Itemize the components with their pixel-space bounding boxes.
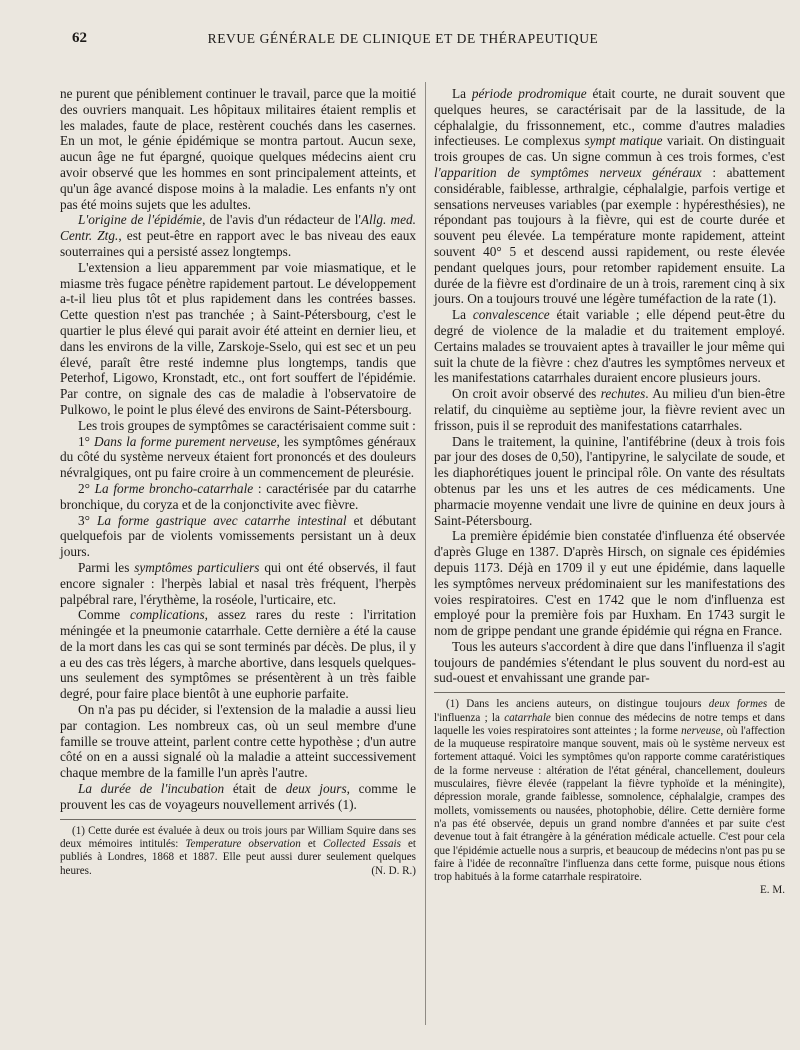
footnote-rule [434, 692, 785, 693]
paragraph: Dans le traitement, la quinine, l'antifébrine (deux à trois fois par jour des doses de 0,50), l'antipyrine, le salycilate de soude, et les diaphorétiques jouent le principal rôle. On vante des résultats obtenus par les uns et les autres de ces médicaments. Une pharmacie moyenne vendait une livre de quinine en deux jours à Saint-Pétersbourg. [434, 433, 785, 528]
paragraph: L'extension a lieu apparemment par voie miasmatique, et le miasme très fugace pénètre rapidement partout. Le développement a-t-il lieu plus tôt et plus rapidement dans les contrées basses. Cette question n'est pas tranchée ; à Saint-Pétersbourg, c'est le quartier le plus élevé qui parait avoir été atteint en dernier lieu, et dans les environs de la ville, Zarskoje-Sselo, qui est sec et un peu élevé, paraît être resté indemne plus longtemps, tandis que Peterhof, Ligowo, Kronstadt, etc., ont fort souffert de l'épidémie. Par contre, on signale des cas de maladie à l'observatoire de Pulkowo, le point le plus élevé des environs de Saint-Pétersbourg. [60, 259, 416, 417]
footnote-text: (1) Dans les anciens auteurs, on distingue toujours deux formes de l'influenza ; la catarrhale bien connue des médecins de notre temps et dans laquelle les voies respiratoires sont atteintes ; la forme nerveuse, où l'affection de la muqueuse respiratoire manque souvent, mais où le système nerveux est fortement attaqué. Voici les symptômes qu'on rapporte comme caratéristiques de la forme nerveuse : altération de l'état général, chancellement, douleurs musculaires, fièvre élevée (rappelant la fièvre typhoïde et la méningite), dépression morale, grande faiblesse, somnolence, céphalalgie, crampes des mollets, vomissements ou nausées, photophobie, délire. Cette dernière forme n'a pas été observée, depuis un grand nombre d'années et par suite c'est devenue tout à fait étrangère à la génération médicale actuelle. C'est pour cela que l'épidémie actuelle nous a surpris, et beaucoup de médecins n'ont pas pu se faire à l'idée de reconnaître l'influenza dans cette forme, puisque nous étions trop habitués à la forme catarrhale respiratoire. [434, 698, 786, 884]
list-item: 3° La forme gastrique avec catarrhe intestinal et débutant quelquefois par de violents vomissements persistant un à deux jours. [60, 512, 417, 560]
paragraph: L'origine de l'épidémie, de l'avis d'un rédacteur de l'Allg. med. Centr. Ztg., est peut-être en rapport avec le bas niveau des eaux souterraines qui a persisté assez longtemps. [60, 212, 416, 259]
paragraph: Parmi les symptômes particuliers qui ont été observés, il faut encore signaler : l'herpès labial et nasal très fréquent, l'herpès palpébral rare, l'érythème, la roséole, l'urticaire, etc. [60, 559, 416, 607]
paragraph: On n'a pas pu décider, si l'extension de la maladie a aussi lieu par contagion. Les nombreux cas, où un seul membre d'une famille se trouve atteint, parlent contre cette hypothèse ; d'un autre côté on en a aussi signalé où la maladie a atteint successivement chaque membre de la famille l'un après l'autre. [60, 702, 416, 781]
paragraph: La première épidémie bien constatée d'influenza été observée d'après Gluge en 1387. D'après Hirsch, on signale ces épidémies depuis 1173. Déjà en 1709 il y eut une épidémie, dans laquelle les symptômes nerveux prédominaient sur les manifestations des voies respiratoires. C'est en 1742 que le nom d'influenza est employé pour la première fois par Huxham. En 1743 surgit le nom de grippe pendant une grande épidémie qui régna en France. [434, 528, 785, 639]
paragraph: La convalescence était variable ; elle dépend peut-être du degré de violence de la maladie et du traitement employé. Certains malades se trouvaient aptes à travailler le jour même qui suit la chute de la fièvre : chez d'autres les symptômes nerveux et les manifestations catarrhales duraient encore plusieurs jours. [434, 307, 785, 386]
paragraph: La période prodromique était courte, ne durait souvent que quelques heures, se caractérisait par de la lassitude, de la céphalalgie, du frissonnement, etc., comme d'autres maladies infectieuses. Le complexus sympt matique variait. On distinguait trois groupes de cas. Un signe commun à ces trois formes, c'est l'apparition de symptômes nerveux généraux : abattement considérable, faiblesse, arthralgie, céphalalgie, parfois vertige et sensations nerveuses variables (par exemple : hypéresthésies), ne répondant pas toujours à la fièvre, qui est de courte durée et souvent peu élevée. La température monte rapidement, atteint souvent 40° 5 et descend aussi rapidement, ou reste élevée pendant quelques jours, pour retomber rapidement ensuite. La durée de la fièvre est d'ordinaire de un à trois, rarement cinq à six jours. On a toujours trouvé une légère tuméfaction de la rate (1). [434, 86, 785, 307]
footnote [60, 825, 416, 878]
paragraph: La durée de l'incubation était de deux jours, comme le prouvent les cas de voyageurs nouvellement arrivés (1). [60, 781, 416, 812]
footnote-signature: (N. D. R.) [371, 864, 416, 877]
paragraph: Comme complications, assez rares du reste : l'irritation méningée et la pneumonie catarrhale. Cette dernière a été la cause de la mort dans les cas qui se sont terminés par décès. De plus, il y a eu des cas très légers, à marche abortive, dans lesquels quelques-uns seulement des symptômes se présentèrent à un très faible degré, pour faire place bientôt à une euphorie parfaite. [60, 607, 416, 702]
paragraph: Tous les auteurs s'accordent à dire que dans l'influenza il s'agit toujours de pandémies s'étendant le plus souvent du nord-est au sud-ouest et envahissant une grande par- [434, 638, 785, 686]
page-number: 62 [72, 30, 87, 46]
footnote-signature: E. M. [760, 884, 785, 897]
footnote-text: (1) Cette durée est évaluée à deux ou trois jours par William Squire dans ses deux mémoires intitulés: Temperature observation et Collected Essais et publiés à Londres, 1868 et 1887. Elle peut aussi durer seulement quelques heures. (N. D. R.) [60, 824, 416, 877]
paragraph: ne purent que péniblement continuer le travail, parce que la moitié des ouvriers manquait. Les hôpitaux militaires étaient remplis et les malades, faute de place, restèrent couchés dans les casernes. En un mot, le génie épidémique se montra partout. Aucun sexe, aucun âge ne fut épargné, quoique quelques médecins aient cru avoir observé que les hommes en sont principalement atteints, et qu'un âge avancé dispose moins à la maladie. Les enfants n'y ont pas été moins sujets que les adultes. [60, 86, 416, 212]
paragraph: Les trois groupes de symptômes se caractérisaient comme suit : [78, 417, 416, 433]
column-divider [425, 82, 426, 1025]
list-item: 1° Dans la forme purement nerveuse, les symptômes généraux du côté du système nerveux étaient fort prononcés et des douleurs névralgiques, ont pu faire croire à un commencement de pleurésie. [60, 433, 417, 481]
right-column [434, 86, 785, 898]
footnote [434, 698, 785, 897]
list-item: 2° La forme broncho-catarrhale : caractérisée par du catarrhe bronchique, du coryza et de la conjonctivite avec fièvre. [60, 480, 416, 512]
running-title: REVUE GÉNÉRALE DE CLINIQUE ET DE THÉRAPEUTIQUE [207, 31, 599, 46]
left-column [60, 86, 416, 878]
running-header [72, 30, 734, 52]
footnote-rule [60, 819, 416, 820]
paragraph: On croit avoir observé des rechutes. Au milieu d'un bien-être relatif, du cinquième au septième jour, la fièvre revient avec un frisson, puis il se reproduit des manifestations catarrhales. [434, 386, 786, 433]
